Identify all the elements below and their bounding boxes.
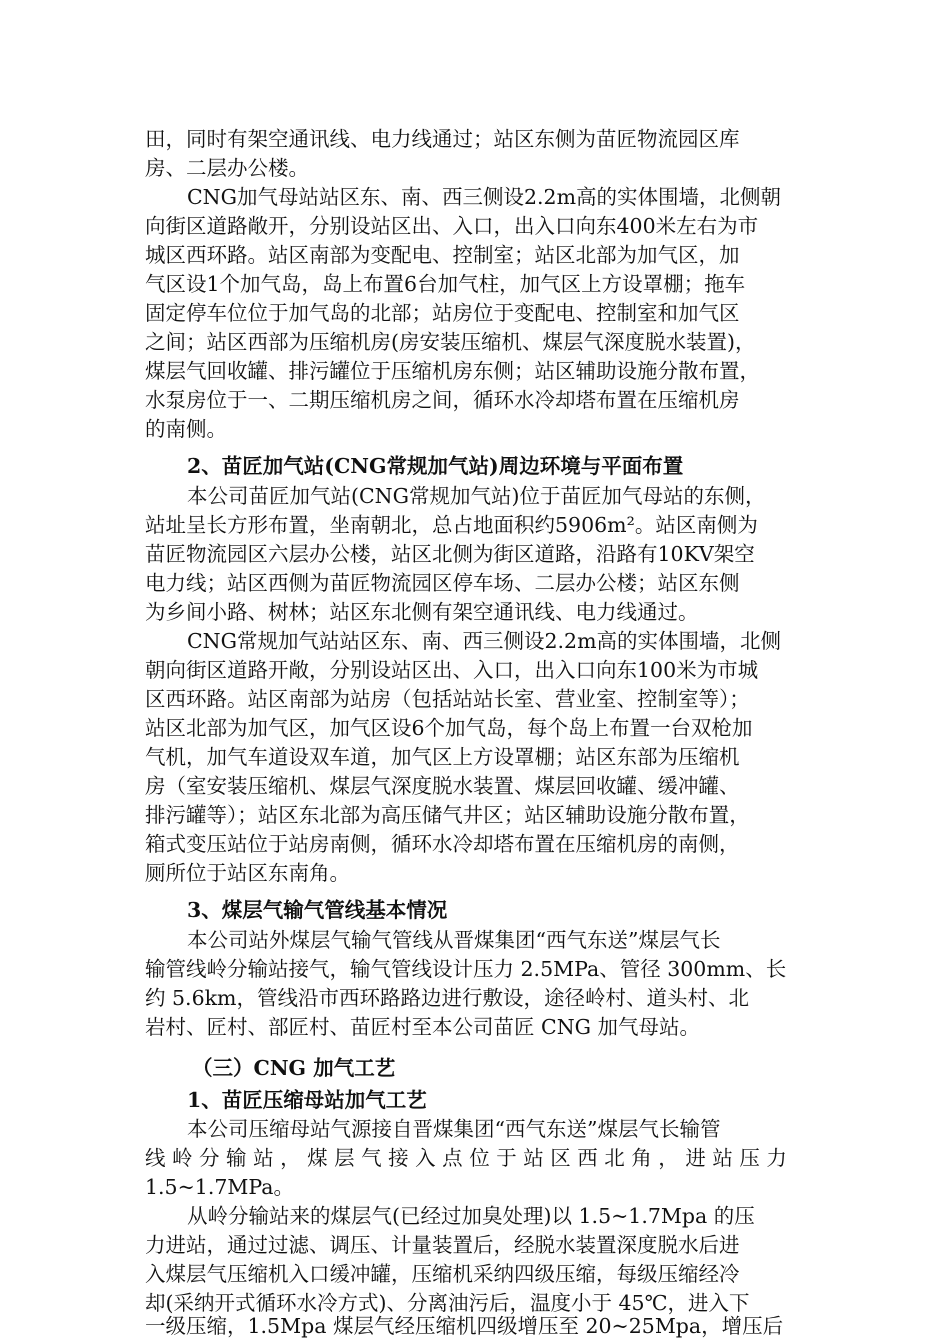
- body-line: 气区设1个加气岛，岛上布置6台加气柱，加气区上方设罩棚；拖车: [145, 272, 746, 296]
- chapter-heading: （三）CNG 加气工艺: [192, 1056, 396, 1080]
- body-line: 约 5.6km，管线沿市西环路路边进行敷设，途径岭村、道头村、北: [145, 986, 749, 1010]
- body-line: 朝向街区道路开敞，分别设站区出、入口，出入口向东100米为市城: [145, 658, 759, 682]
- paragraph-first-line: CNG常规加气站站区东、南、西三侧设2.2m高的实体围墙，北侧: [187, 629, 782, 653]
- body-line: 向街区道路敞开，分别设站区出、入口，出入口向东400米左右为市: [145, 214, 759, 238]
- body-line: 却(采纳开式循环水冷方式)、分离油污后，温度小于 45℃，进入下: [145, 1291, 750, 1315]
- body-line: 的南侧。: [145, 417, 227, 441]
- paragraph-first-line: 从岭分输站来的煤层气(已经过加臭处理)以 1.5~1.7Mpa 的压: [187, 1204, 755, 1228]
- section-heading: 2、苗匠加气站(CNG常规加气站)周边环境与平面布置: [187, 454, 684, 478]
- body-line: 入煤层气压缩机入口缓冲罐，压缩机采纳四级压缩，每级压缩经冷: [145, 1262, 740, 1286]
- body-line: 固定停车位位于加气岛的北部；站房位于变配电、控制室和加气区: [145, 301, 740, 325]
- body-line: 力进站，通过过滤、调压、计量装置后，经脱水装置深度脱水后进: [145, 1233, 740, 1257]
- body-line: 站址呈长方形布置，坐南朝北，总占地面积约5906m²。站区南侧为: [145, 513, 758, 537]
- body-line: 岩村、匠村、部匠村、苗匠村至本公司苗匠 CNG 加气母站。: [145, 1015, 701, 1039]
- section-heading: 3、煤层气输气管线基本情况: [187, 898, 448, 922]
- body-line: 房、二层办公楼。: [145, 156, 309, 180]
- body-line: 城区西环路。站区南部为变配电、控制室；站区北部为加气区，加: [145, 243, 740, 267]
- body-line: 区西环路。站区南部为站房（包括站站长室、营业室、控制室等）；: [145, 687, 750, 711]
- body-line: 田，同时有架空通讯线、电力线通过；站区东侧为苗匠物流园区库: [145, 127, 740, 151]
- body-line: 之间；站区西部为压缩机房(房安装压缩机、煤层气深度脱水装置)，: [145, 330, 756, 354]
- paragraph-first-line: CNG加气母站站区东、南、西三侧设2.2m高的实体围墙，北侧朝: [187, 185, 782, 209]
- body-line: 线 岭 分 输 站 ， 煤 层 气 接 入 点 位 于 站 区 西 北 角 ， 进 站 压 力: [145, 1146, 787, 1170]
- body-line: 输管线岭分输站接气，输气管线设计压力 2.5MPa、管径 300mm、长: [145, 957, 787, 981]
- body-line: 水泵房位于一、二期压缩机房之间，循环水冷却塔布置在压缩机房: [145, 388, 740, 412]
- body-line: 电力线；站区西侧为苗匠物流园区停车场、二层办公楼；站区东侧: [145, 571, 740, 595]
- paragraph-first-line: 本公司压缩母站气源接自晋煤集团“西气东送”煤层气长输管: [187, 1117, 721, 1141]
- body-line: 1.5~1.7MPa。: [145, 1175, 294, 1199]
- body-line: 为乡间小路、树林；站区东北侧有架空通讯线、电力线通过。: [145, 600, 699, 624]
- body-line: 房（室安装压缩机、煤层气深度脱水装置、煤层回收罐、缓冲罐、: [145, 774, 740, 798]
- paragraph-first-line: 本公司苗匠加气站(CNG常规加气站)位于苗匠加气母站的东侧，: [187, 484, 766, 508]
- body-line: 一级压缩，1.5Mpa 煤层气经压缩机四级增压至 20~25Mpa，增压后: [145, 1314, 784, 1338]
- body-line: 气机，加气车道设双车道，加气区上方设罩棚；站区东部为压缩机: [145, 745, 740, 769]
- body-line: 苗匠物流园区六层办公楼，站区北侧为街区道路，沿路有10KV架空: [145, 542, 755, 566]
- body-line: 箱式变压站位于站房南侧，循环水冷却塔布置在压缩机房的南侧，: [145, 832, 740, 856]
- paragraph-first-line: 本公司站外煤层气输气管线从晋煤集团“西气东送”煤层气长: [187, 928, 721, 952]
- body-line: 厕所位于站区东南角。: [145, 861, 350, 885]
- body-line: 站区北部为加气区，加气区设6个加气岛，每个岛上布置一台双枪加: [145, 716, 753, 740]
- body-line: 排污罐等）；站区东北部为高压储气井区；站区辅助设施分散布置，: [145, 803, 750, 827]
- body-line: 煤层气回收罐、排污罐位于压缩机房东侧；站区辅助设施分散布置，: [145, 359, 760, 383]
- section-heading: 1、苗匠压缩母站加气工艺: [187, 1088, 427, 1112]
